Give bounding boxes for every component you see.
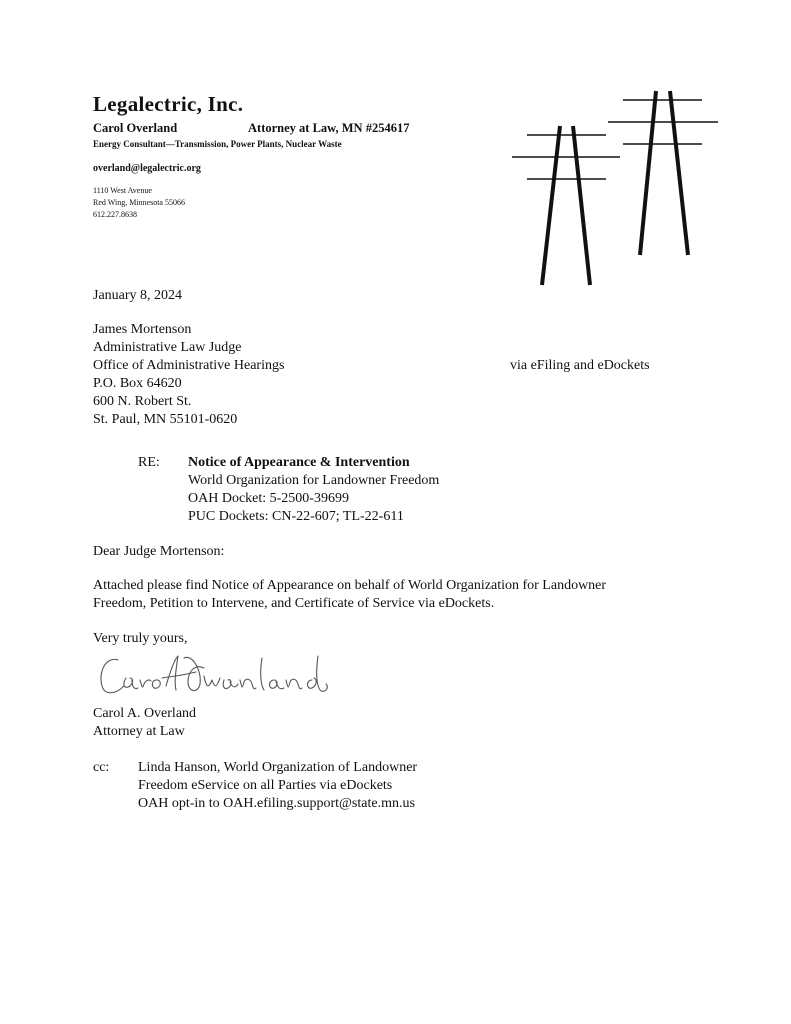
address-phone: 612.227.8638: [93, 210, 137, 219]
cc-line: OAH opt-in to OAH.efiling.support@state.mn.us: [138, 796, 415, 811]
signer-name: Carol A. Overland: [93, 706, 197, 721]
recipient-line: Office of Administrative Hearings: [93, 358, 285, 373]
cc-label: cc:: [93, 760, 110, 775]
body-paragraph-line: Attached please find Notice of Appearance on behalf of World Organization for Landowner: [93, 578, 607, 593]
re-label: RE:: [138, 455, 160, 470]
re-line: World Organization for Landowner Freedom: [188, 473, 440, 488]
handwritten-signature: [96, 650, 336, 702]
closing: Very truly yours,: [93, 631, 188, 646]
body-paragraph-line: Freedom, Petition to Intervene, and Certificate of Service via eDockets.: [93, 596, 495, 611]
address-street: 1110 West Avenue: [93, 186, 152, 195]
cc-line: Linda Hanson, World Organization of Landowner: [138, 760, 418, 775]
salutation: Dear Judge Mortenson:: [93, 544, 225, 559]
address-city: Red Wing, Minnesota 55066: [93, 198, 185, 207]
recipient-line: P.O. Box 64620: [93, 376, 182, 391]
recipient-line: Administrative Law Judge: [93, 340, 242, 355]
recipient-line: James Mortenson: [93, 322, 192, 337]
recipient-line: St. Paul, MN 55101-0620: [93, 412, 238, 427]
power-tower-logo: [500, 80, 730, 295]
company-name: Legalectric, Inc.: [93, 92, 244, 116]
re-title: Notice of Appearance & Intervention: [188, 455, 410, 470]
signer-title: Attorney at Law: [93, 724, 185, 739]
delivery-method: via eFiling and eDockets: [510, 358, 650, 373]
tagline: Energy Consultant—Transmission, Power Plants, Nuclear Waste: [93, 139, 342, 149]
bar-number: Attorney at Law, MN #254617: [248, 121, 410, 135]
re-line: PUC Dockets: CN-22-607; TL-22-611: [188, 509, 404, 524]
cc-line: Freedom eService on all Parties via eDockets: [138, 778, 393, 793]
attorney-name: Carol Overland: [93, 121, 178, 135]
re-line: OAH Docket: 5-2500-39699: [188, 491, 349, 506]
letter-date: January 8, 2024: [93, 288, 183, 303]
email-address: overland@legalectric.org: [93, 163, 201, 174]
recipient-line: 600 N. Robert St.: [93, 394, 192, 409]
